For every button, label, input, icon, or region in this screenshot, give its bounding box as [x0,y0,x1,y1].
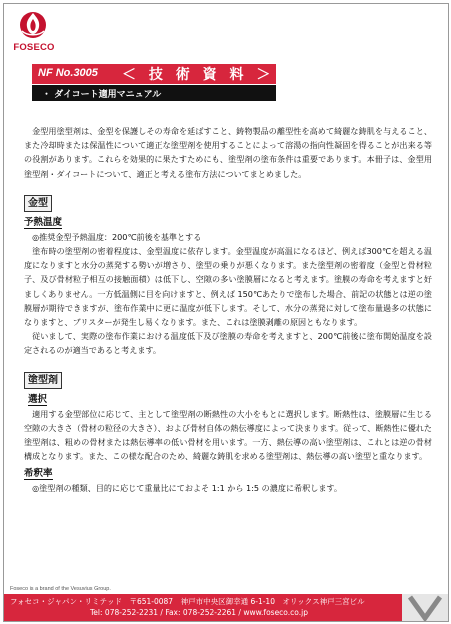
preheat-recommendation: ◎推奨金型予熱温度：200℃前後を基準とする [32,231,202,242]
section-heading-coating: 塗型剤 [24,372,62,389]
preheat-paragraph-1: 塗布時の塗型剤の密着程度は、金型温度に依存します。金型温度が高温になるほど、例えば300℃を超える温度になりますと水分の蒸発する勢いが増さり、塗型の乗りが悪くなります。また塗型剤の密着度（金型と骨材粒子、及び骨材粒子相互の接触面積）は低下し、空隙の多い塗膜層になると考えます。塗膜の寿命を考えますと好ましくありません。一方低温側に目を向けますと、例えば 150℃あたりで塗布した場合、前記の状態とは逆の塗膜層が期待できますが、塗布作業中に更に温度が低下します。そして、水分の蒸発に対して塗布量過多の状態になりますと、ブリスターが発生し易くなります。また、これは塗膜剥離の原因ともなります。 [24,246,433,328]
section-heading-mold: 金型 [24,195,52,212]
footer-bar [4,594,448,621]
document-title: ＜ 技 術 資 料 ＞ [122,67,275,83]
document-title-bar [32,64,276,84]
document-subtitle: ・ ダイコート適用マニュアル [42,90,162,100]
preheat-paragraph-2: 従いまして、実際の塗布作業における温度低下及び塗膜の寿命を考えますと、200℃前後に塗布開始温度を設定されるのが適当であると考えます。 [24,331,432,356]
brand-note: Foseco is a brand of the Vesuvius Group. [10,586,111,592]
document-page [3,3,449,622]
intro-paragraph: 金型用塗型剤は、金型を保護しその寿命を延ばすこと、鋳物製品の離型性を高めて綺麗な鋳肌を与えること、また冷却時または保温性について適正な塗型剤を使用することによって溶湯の指向性凝固を得ることが出来る等の役割があります。これらを効果的に果たすためにも、塗型剤の塗布条件は重要であります。本冊子は、金型用塗型剤・ダイコートについて、適正と考える塗布方法についてまとめました。 [24,126,432,179]
vesuvius-chevron-icon [402,594,448,621]
document-code: NF No.3005 [38,67,98,79]
footer-address: フォセコ・ジャパン・リミテッド 〒651-0087 神戸市中央区御幸通 6-1-10 オリックス神戸三宮ビル [10,597,365,606]
foseco-flame-icon [19,9,47,39]
document-body [24,124,432,496]
select-paragraph: 適用する金型部位に応じて、主として塗型剤の断熱性の大小をもとに選択します。断熱性は、塗膜層に生じる空隙の大きさ（骨材の粒径の大きさ）、および骨材自体の熱伝導度によって決まります。従って、断熱性に優れた塗型剤は、粗めの骨材または熱伝導率の低い骨材を用います。一方、熱伝導の高い塗型剤は、これとは逆の骨材構成となります。また、この様な配合のため、綺麗な鋳肌を求める塗型剤は、熱伝導の高い塗型と重なります。 [24,408,432,462]
dilution-paragraph: ◎塗型剤の種類、目的に応じて重量比にておよそ 1:1 から 1:5 の濃度に希釈します。 [32,483,342,494]
subheading-select-label: 選択 [28,393,48,405]
footer-contact: Tel: 078-252-2231 / Fax: 078-252-2261 / www.foseco.co.jp [90,608,308,617]
subheading-dilution-label: 希釈率 [24,468,53,480]
subtitle-bar [32,85,276,101]
subheading-preheat [24,216,432,230]
foseco-logo [12,9,56,61]
subheading-preheat-label: 予熱温度 [24,216,63,228]
subheading-select [24,393,432,407]
subheading-dilution [24,467,432,481]
brand-name: FOSECO [13,42,55,53]
